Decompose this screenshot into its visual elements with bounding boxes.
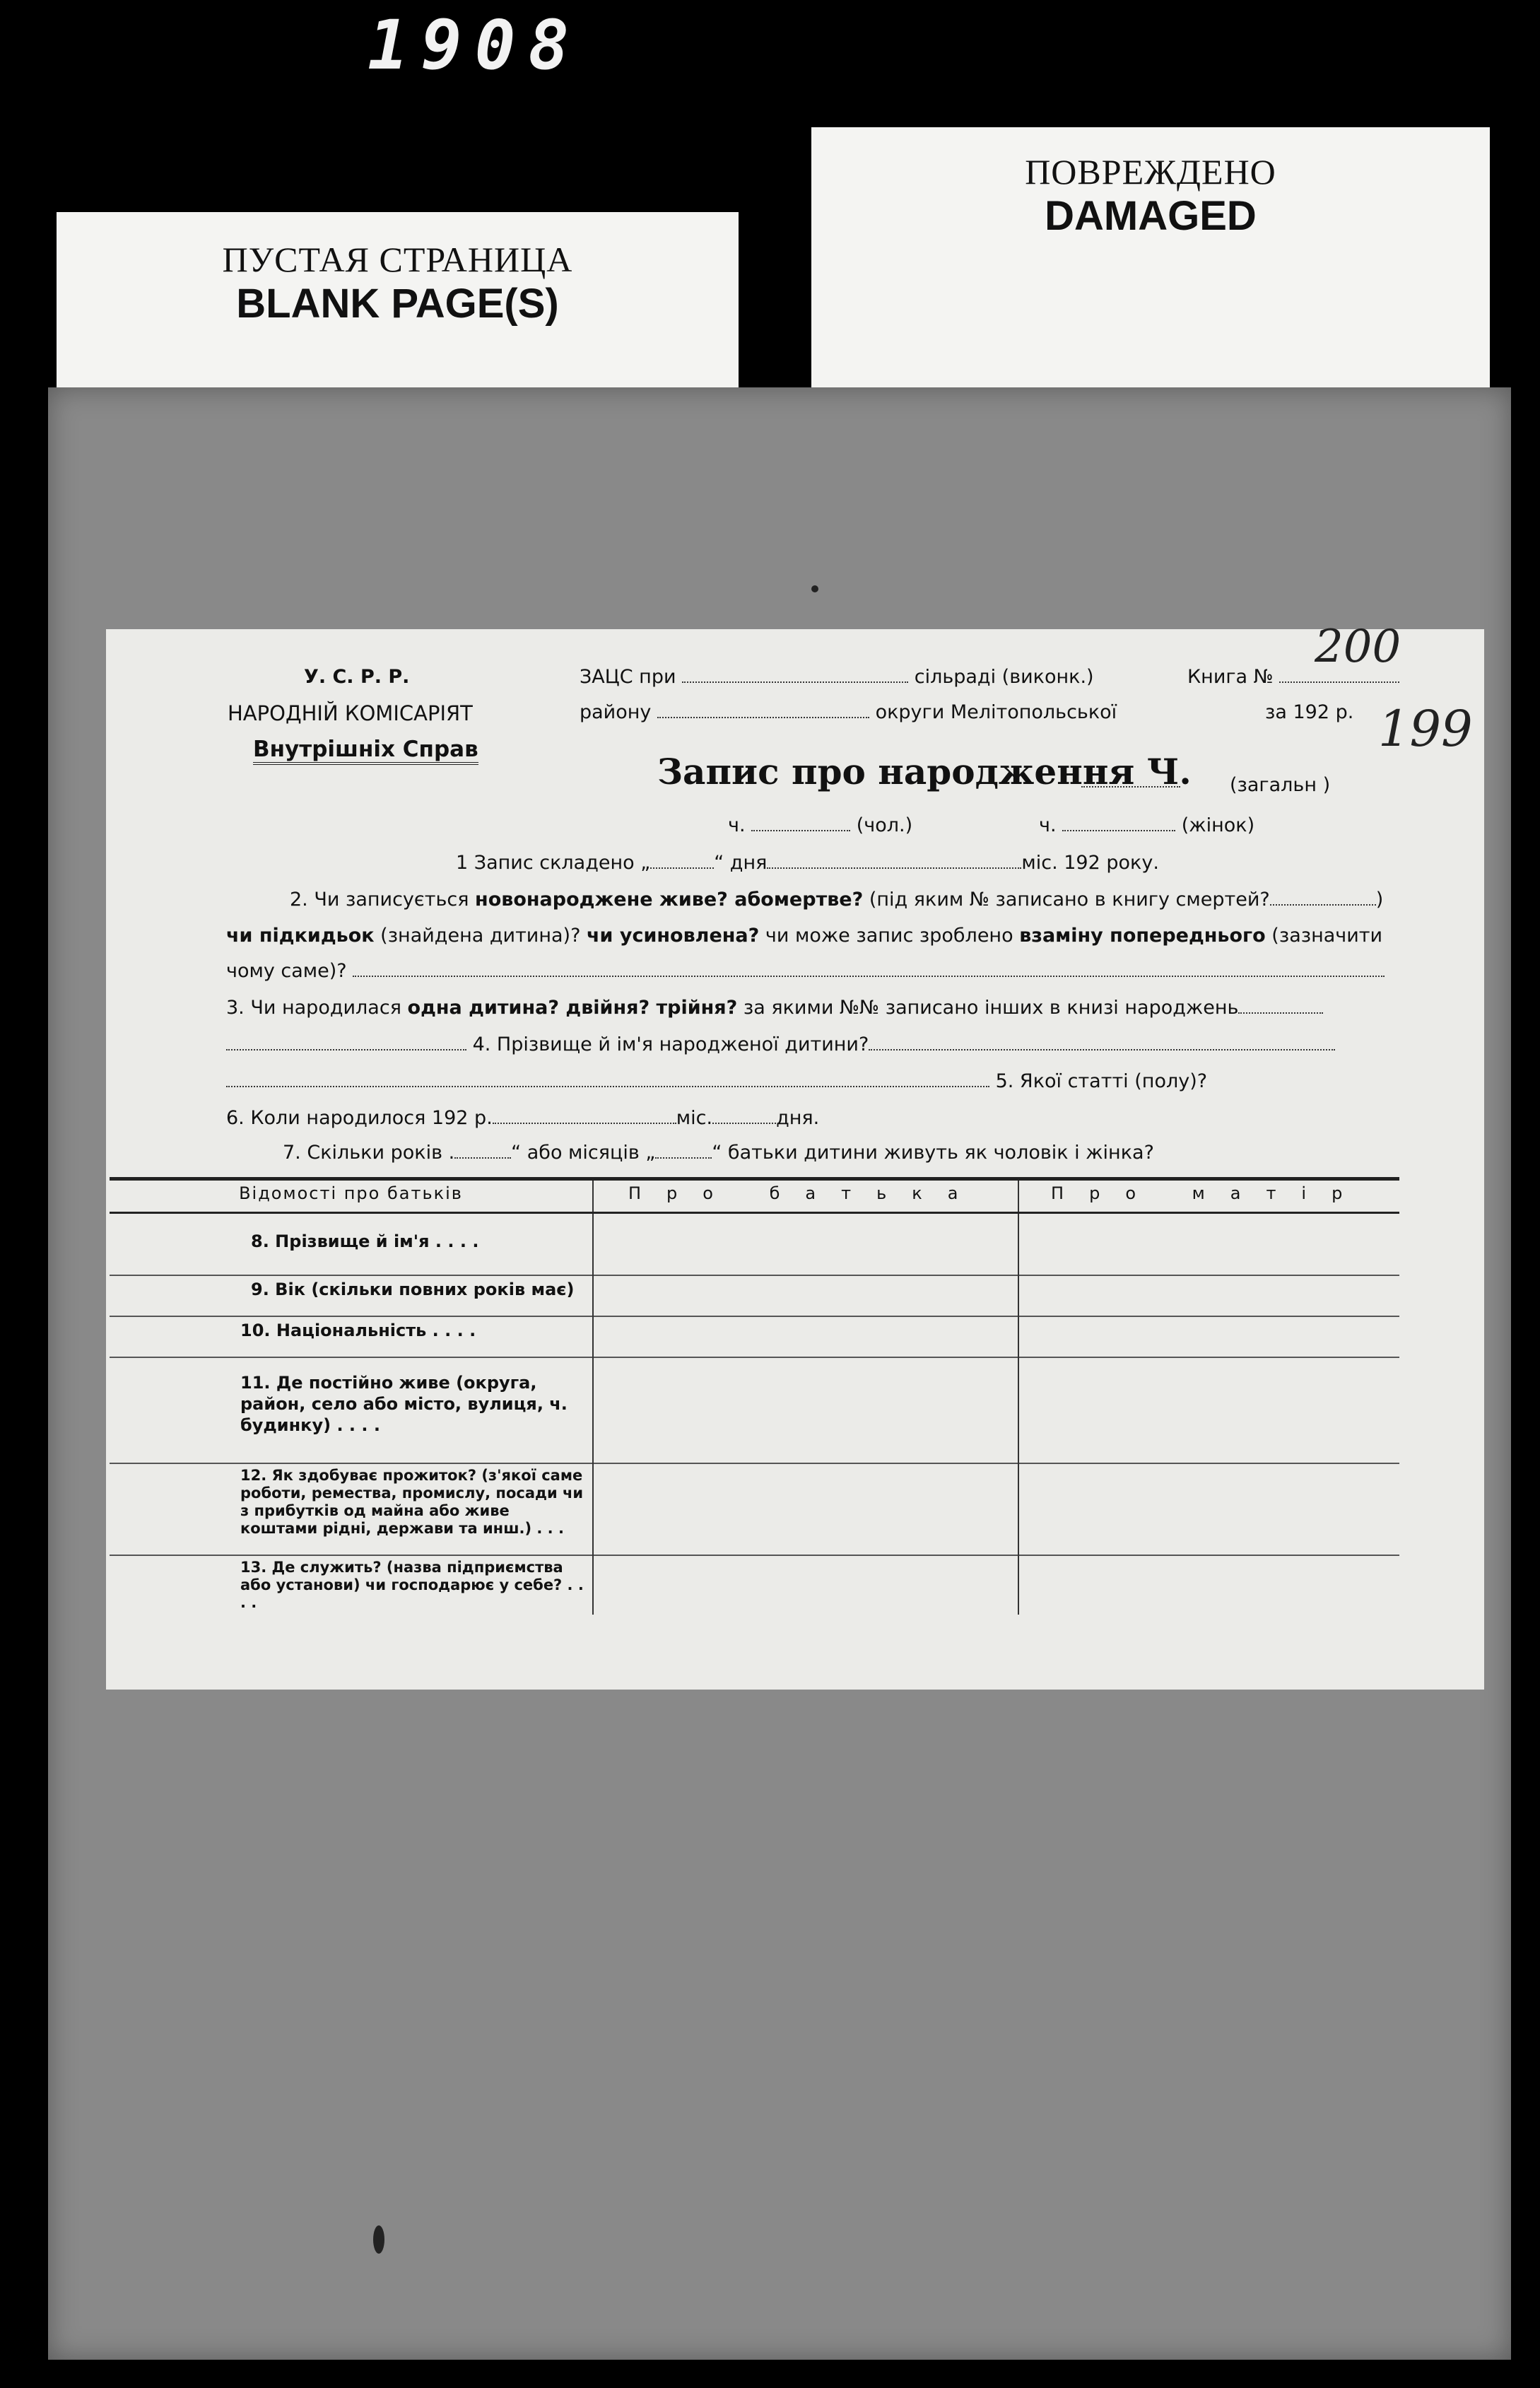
other-records-blank <box>1238 997 1323 1014</box>
line2-f: (знайдена дитина)? <box>374 925 587 947</box>
line3-b: одна дитина? двійня? трійня? <box>407 997 738 1019</box>
female-blank <box>1062 814 1175 831</box>
mother-cell <box>1018 1463 1399 1555</box>
table-row <box>110 1555 1399 1615</box>
line3-a: 3. Чи народилася <box>226 997 408 1019</box>
day-blank <box>650 852 714 869</box>
table-row <box>110 1316 1399 1357</box>
damaged-en: DAMAGED <box>1045 193 1257 239</box>
parents-table <box>110 1177 1399 1615</box>
birth-month-blank <box>712 1107 776 1124</box>
record-line-1 <box>456 852 1159 874</box>
line2-e: чи підкидьок <box>226 925 375 947</box>
raion-prefix: району <box>580 701 652 723</box>
male-prefix: ч. <box>728 814 746 836</box>
raion-line <box>580 701 1117 723</box>
mother-cell <box>1018 1213 1399 1275</box>
father-cell <box>593 1555 1018 1615</box>
male-label: (чол.) <box>856 814 913 836</box>
female-prefix: ч. <box>1039 814 1057 836</box>
mother-cell <box>1018 1275 1399 1316</box>
line7-c: “ батьки дитини живуть як чоловік і жінка? <box>712 1142 1154 1164</box>
birth-year-blank <box>493 1107 676 1124</box>
row-label: 10. Національність . . . . <box>110 1316 593 1357</box>
zags-line <box>580 666 1094 688</box>
row-label: 13. Де служить? (назва підприємства або установи) чи господарює у себе? . . . . <box>110 1555 593 1615</box>
male-count <box>728 814 912 836</box>
ussr-label: У. С. Р. Р. <box>304 666 410 688</box>
year-label: за 192 р. <box>1265 701 1354 723</box>
line2-a: 2. Чи записується <box>290 889 476 911</box>
damaged-ru: ПОВРЕЖДЕНО <box>1025 152 1276 192</box>
okrug-suffix: округи Мелітопольської <box>875 701 1117 723</box>
months-blank <box>655 1142 712 1159</box>
header-info: Відомості про батьків <box>110 1179 593 1213</box>
line5-lead-blank <box>226 1070 989 1087</box>
blank-page-ru: ПУСТАЯ СТРАНИЦА <box>222 240 573 279</box>
father-cell <box>593 1275 1018 1316</box>
table-row <box>110 1213 1399 1275</box>
page-title: Запис про народження Ч. <box>657 751 1192 792</box>
line1-c: міс. 192 року. <box>1021 852 1159 874</box>
line4: 4. Прізвище й ім'я народженої дитини? <box>472 1034 869 1055</box>
line7-b: “ або місяців „ <box>511 1142 656 1164</box>
blank-page-en: BLANK PAGE(S) <box>236 281 559 327</box>
record-line-2 <box>290 889 1383 911</box>
handwritten-number-top: 200 <box>1315 621 1401 673</box>
father-cell <box>593 1213 1018 1275</box>
damaged-card <box>811 127 1490 403</box>
father-cell <box>593 1316 1018 1357</box>
zags-prefix: ЗАЦС при <box>580 666 676 688</box>
row-label: 12. Як здобуває прожиток? (з'якої саме роботи, ремества, промислу, посади чи з прибутків од майна або живе коштами рідні, держави та инш.) . . . <box>110 1463 593 1555</box>
father-cell <box>593 1357 1018 1463</box>
female-count <box>1039 814 1254 836</box>
record-line-7 <box>283 1142 1154 1164</box>
speck <box>373 2225 384 2254</box>
line4-lead-blank <box>226 1034 466 1050</box>
line5: 5. Якої статті (полу)? <box>995 1070 1208 1092</box>
reason-blank <box>353 960 1385 977</box>
handwritten-number-side: 199 <box>1378 700 1473 758</box>
record-line-4 <box>226 1034 1335 1055</box>
mother-cell <box>1018 1555 1399 1615</box>
name-blank <box>869 1034 1335 1050</box>
record-line-6 <box>226 1107 819 1129</box>
raion-blank <box>657 701 869 718</box>
record-line-2b <box>226 925 1382 947</box>
zags-suffix: сільраді (виконк.) <box>914 666 1094 688</box>
mother-cell <box>1018 1357 1399 1463</box>
line2-c: (під яким № записано в книгу смертей? <box>863 889 1270 911</box>
general-line <box>1081 771 1180 792</box>
table-row <box>110 1275 1399 1316</box>
table-row <box>110 1357 1399 1463</box>
row-label: 9. Вік (скільки повних років має) <box>110 1275 593 1316</box>
male-blank <box>751 814 850 831</box>
record-line-3 <box>226 997 1323 1019</box>
general-label: (загальн ) <box>1230 774 1331 796</box>
blank-page-card <box>57 212 739 396</box>
line1-a: 1 Запис складено „ <box>456 852 651 874</box>
general-blank <box>1081 771 1180 788</box>
line6-a: 6. Коли народилося 192 р. <box>226 1107 493 1129</box>
table-row <box>110 1463 1399 1555</box>
commissariat-line2: Внутрішніх Справ <box>253 737 478 765</box>
line2-b: новонароджене живе? абомертве? <box>475 889 864 911</box>
line6-b: міс. <box>676 1107 713 1129</box>
table-header-row <box>110 1179 1399 1213</box>
line6-c: дня. <box>776 1107 820 1129</box>
mother-cell <box>1018 1316 1399 1357</box>
line2-j: (зазначити <box>1265 925 1383 947</box>
year-stamp: 1908 <box>368 6 582 85</box>
father-cell <box>593 1463 1018 1555</box>
book-label: Книга № <box>1187 666 1274 688</box>
line1-b: “ дня <box>714 852 768 874</box>
row-label: 11. Де постійно живе (округа, район, село або місто, вулиця, ч. будинку) . . . . <box>110 1357 593 1463</box>
line2-k: чому саме)? <box>226 960 347 982</box>
line2-g: чи усиновлена? <box>587 925 760 947</box>
commissariat-line1: НАРОДНІЙ КОМІСАРІЯТ <box>228 701 473 725</box>
line2-i: взаміну попереднього <box>1019 925 1266 947</box>
line2-h: чи може запис зроблено <box>759 925 1020 947</box>
row-label: 8. Прізвище й ім'я . . . . <box>110 1213 593 1275</box>
header-mother: Про матір <box>1018 1179 1399 1213</box>
line2-d: ) <box>1375 889 1384 911</box>
line3-c: за якими №№ записано інших в книзі народжень <box>737 997 1239 1019</box>
speck <box>811 585 818 592</box>
record-line-2c <box>226 960 1385 982</box>
years-blank <box>454 1142 511 1159</box>
month-blank <box>767 852 1021 869</box>
death-book-blank <box>1270 889 1376 906</box>
female-label: (жінок) <box>1181 814 1255 836</box>
header-father: Про батька <box>593 1179 1018 1213</box>
record-line-5 <box>226 1070 1207 1092</box>
zags-blank <box>682 666 908 683</box>
line7-a: 7. Скільки років . <box>283 1142 455 1164</box>
